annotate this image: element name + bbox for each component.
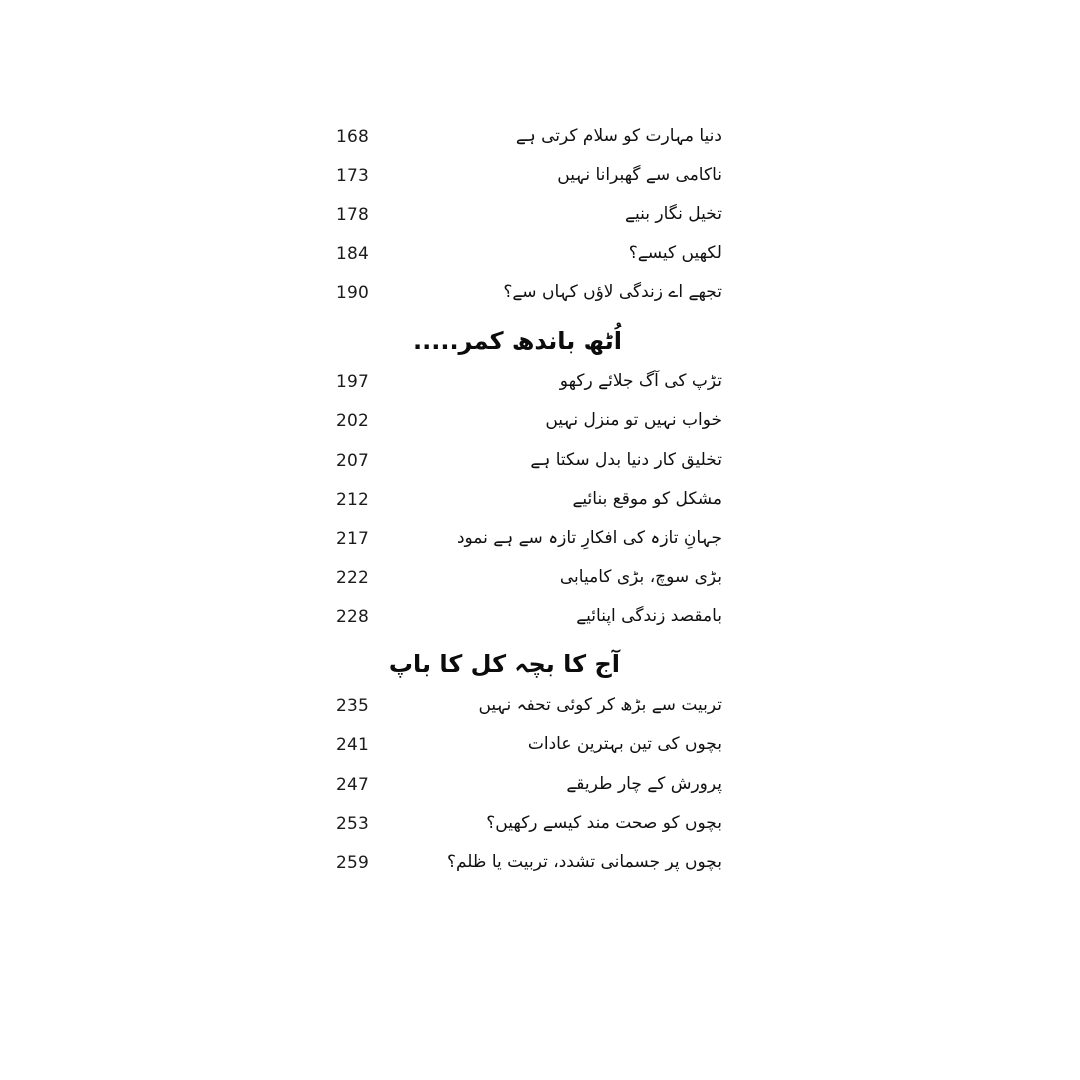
page-number: 212 [336,490,370,510]
page-number: 178 [336,205,370,225]
entry-title: بامقصد زندگی اپنائیے [576,606,722,626]
toc-entry [330,239,722,269]
entry-title: پرورش کے چار طریقے [566,774,722,794]
page-number: 202 [336,411,370,431]
entry-title: تربیت سے بڑھ کر کوئی تحفہ نہیں [478,695,722,715]
page-number: 173 [336,166,370,186]
section-heading: اُٹھ باندھ کمر..... [412,327,622,355]
entry-title: دنیا مہارت کو سلام کرتی ہے [515,126,722,146]
entry-title: تخلیق کار دنیا بدل سکتا ہے [530,450,722,470]
entry-title: تجھے اے زندگی لاؤں کہاں سے؟ [503,282,722,302]
toc-entry [330,524,722,554]
toc-entry [330,406,722,436]
toc-entry [330,848,722,878]
toc-entry [330,730,722,760]
entry-title: بچوں کو صحت مند کیسے رکھیں؟ [486,813,722,833]
entry-title: مشکل کو موقع بنائیے [572,489,722,509]
page-number: 241 [336,735,370,755]
page-number: 190 [336,283,370,303]
page-number: 247 [336,775,370,795]
toc-entry [330,278,722,308]
page-number: 217 [336,529,370,549]
page-number: 253 [336,814,370,834]
entry-title: تخیل نگار بنیے [625,204,722,224]
page-number: 168 [336,127,370,147]
page-number: 228 [336,607,370,627]
page-number: 222 [336,568,370,588]
section-heading: آج کا بچہ کل کا باپ [388,650,620,678]
entry-title: ناکامی سے گھبرانا نہیں [557,165,722,185]
page-number: 207 [336,451,370,471]
toc-entry [330,809,722,839]
page-number: 259 [336,853,370,873]
toc-entry [330,446,722,476]
entry-title: بچوں کی تین بہترین عادات [527,734,722,754]
entry-title: بڑی سوچ، بڑی کامیابی [559,567,722,587]
toc-entry [330,485,722,515]
page-number: 235 [336,696,370,716]
toc-entry [330,602,722,632]
page-number: 184 [336,244,370,264]
entry-title: خواب نہیں تو منزل نہیں [545,410,722,430]
toc-entry [330,161,722,191]
toc-entry [330,367,722,397]
toc-entry [330,563,722,593]
toc-entry [330,770,722,800]
entry-title: جہانِ تازہ کی افکارِ تازہ سے ہے نمود [456,528,722,548]
page-number: 197 [336,372,370,392]
entry-title: لکھیں کیسے؟ [628,243,722,263]
entry-title: بچوں پر جسمانی تشدد، تربیت یا ظلم؟ [446,852,722,872]
toc-entry [330,122,722,152]
entry-title: تڑپ کی آگ جلائے رکھو [559,371,722,391]
toc-entry [330,200,722,230]
toc-entry [330,691,722,721]
